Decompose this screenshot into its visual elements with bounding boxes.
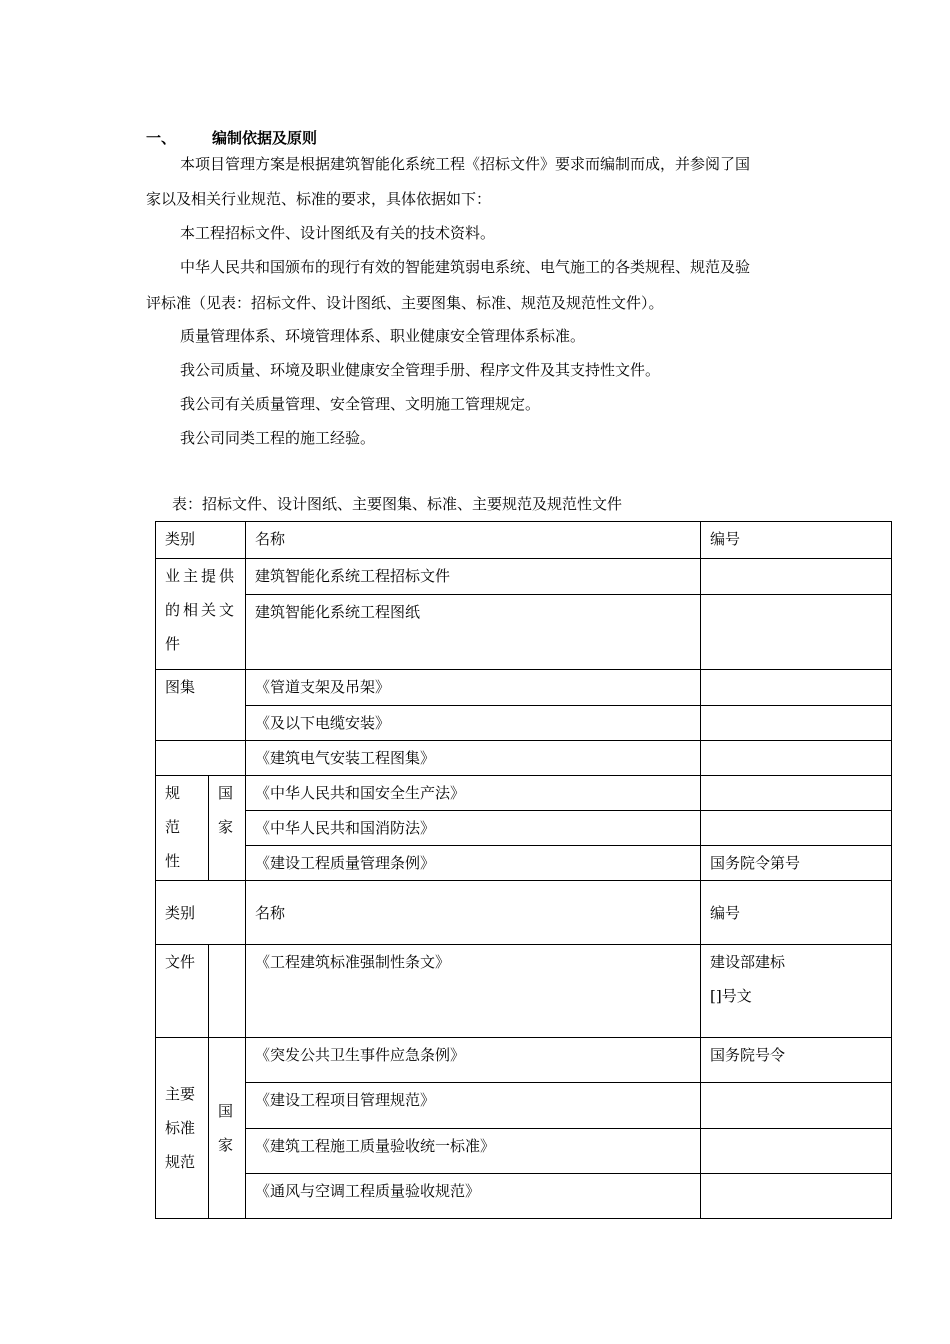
number-cell: [701, 559, 892, 595]
table-row: [156, 559, 892, 595]
paragraph: 我公司质量、环境及职业健康安全管理手册、程序文件及其支持性文件。: [180, 361, 661, 379]
paragraph: 评标准（见表：招标文件、设计图纸、主要图集、标准、规范及规范性文件）。: [146, 294, 664, 312]
file-category-cell: 文件: [156, 945, 209, 1038]
number-cell: [701, 811, 892, 846]
normative-label-line: 性: [165, 852, 181, 870]
number-cell: [701, 1129, 892, 1174]
number-cell: 国务院令第号: [701, 846, 892, 881]
owner-label-line: 件: [165, 635, 184, 653]
normative-category-cell: [156, 776, 209, 881]
table-row: [156, 1129, 892, 1174]
header-number: 编号: [701, 881, 892, 945]
name-cell: 《建筑工程施工质量验收统一标准》: [246, 1129, 701, 1174]
number-line: []号文: [710, 987, 752, 1005]
main-national-cell: [209, 1038, 246, 1219]
table-header-row: [156, 522, 892, 559]
name-cell: 《建设工程质量管理条例》: [246, 846, 701, 881]
table-row: [156, 706, 892, 741]
paragraph: 本项目管理方案是根据建筑智能化系统工程《招标文件》要求而编制而成，并参阅了国: [180, 155, 751, 173]
paragraph: 家以及相关行业规范、标准的要求，具体依据如下：: [146, 190, 492, 208]
main-label-line: 规范: [165, 1153, 196, 1171]
paragraph: 中华人民共和国颁布的现行有效的智能建筑弱电系统、电气施工的各类规程、规范及验: [180, 258, 751, 276]
name-cell: 《中华人民共和国消防法》: [246, 811, 701, 846]
main-label-line: 标准: [165, 1119, 196, 1137]
owner-label-line: 的相关文: [165, 601, 238, 619]
table-row: [156, 1174, 892, 1219]
table-row: [156, 811, 892, 846]
empty-category-cell: [156, 741, 246, 776]
main-national-line: 国: [218, 1102, 234, 1120]
name-cell: 《工程建筑标准强制性条文》: [246, 945, 701, 1038]
number-cell: 国务院号令: [701, 1038, 892, 1083]
header-name: 名称: [246, 522, 701, 559]
table-row: [156, 595, 892, 670]
name-cell: 《建设工程项目管理规范》: [246, 1083, 701, 1129]
name-cell: 《中华人民共和国安全生产法》: [246, 776, 701, 811]
normative-label-line: 范: [165, 818, 181, 836]
paragraph: 质量管理体系、环境管理体系、职业健康安全管理体系标准。: [180, 327, 586, 345]
section-number: 一、: [146, 129, 177, 147]
number-cell: [701, 670, 892, 706]
owner-category-cell: [156, 559, 246, 670]
number-cell: [701, 1174, 892, 1219]
header-number: 编号: [701, 522, 892, 559]
paragraph: 我公司同类工程的施工经验。: [180, 429, 376, 447]
table-row: [156, 846, 892, 881]
number-cell: [701, 776, 892, 811]
name-cell: 《通风与空调工程质量验收规范》: [246, 1174, 701, 1219]
section-heading: [146, 127, 317, 148]
national-subcategory-cell: [209, 776, 246, 881]
table-row: [156, 1083, 892, 1129]
name-cell: 建筑智能化系统工程招标文件: [246, 559, 701, 595]
name-cell: 建筑智能化系统工程图纸: [246, 595, 701, 670]
header-name: 名称: [246, 881, 701, 945]
table-row: [156, 945, 892, 1038]
name-cell: 《管道支架及吊架》: [246, 670, 701, 706]
table-caption: 表：招标文件、设计图纸、主要图集、标准、主要规范及规范性文件: [172, 495, 623, 513]
main-label-line: 主要: [165, 1085, 196, 1103]
header-category: 类别: [156, 881, 246, 945]
header-category: 类别: [156, 522, 246, 559]
number-cell: [701, 945, 892, 1038]
national-label-line: 国: [218, 784, 234, 802]
table-row: [156, 741, 892, 776]
main-category-cell: [156, 1038, 209, 1219]
normative-label-line: 规: [165, 784, 181, 802]
name-cell: 《建筑电气安装工程图集》: [246, 741, 701, 776]
standards-table: [155, 521, 892, 1219]
national-label-line: 家: [218, 818, 234, 836]
owner-label-line: 业主提供: [165, 567, 238, 585]
atlas-category-cell: 图集: [156, 670, 246, 741]
number-cell: [701, 595, 892, 670]
paragraph: 本工程招标文件、设计图纸及有关的技术资料。: [180, 224, 496, 242]
name-cell: 《及以下电缆安装》: [246, 706, 701, 741]
number-line: 建设部建标: [710, 953, 786, 971]
table-row: [156, 670, 892, 706]
main-national-line: 家: [218, 1136, 234, 1154]
table-row: [156, 776, 892, 811]
table-row: [156, 1038, 892, 1083]
paragraph: 我公司有关质量管理、安全管理、文明施工管理规定。: [180, 395, 541, 413]
number-cell: [701, 1083, 892, 1129]
name-cell: 《突发公共卫生事件应急条例》: [246, 1038, 701, 1083]
table-header-row: [156, 881, 892, 945]
section-title: 编制依据及原则: [212, 129, 318, 147]
empty-subcategory-cell: [209, 945, 246, 1038]
number-cell: [701, 706, 892, 741]
number-cell: [701, 741, 892, 776]
